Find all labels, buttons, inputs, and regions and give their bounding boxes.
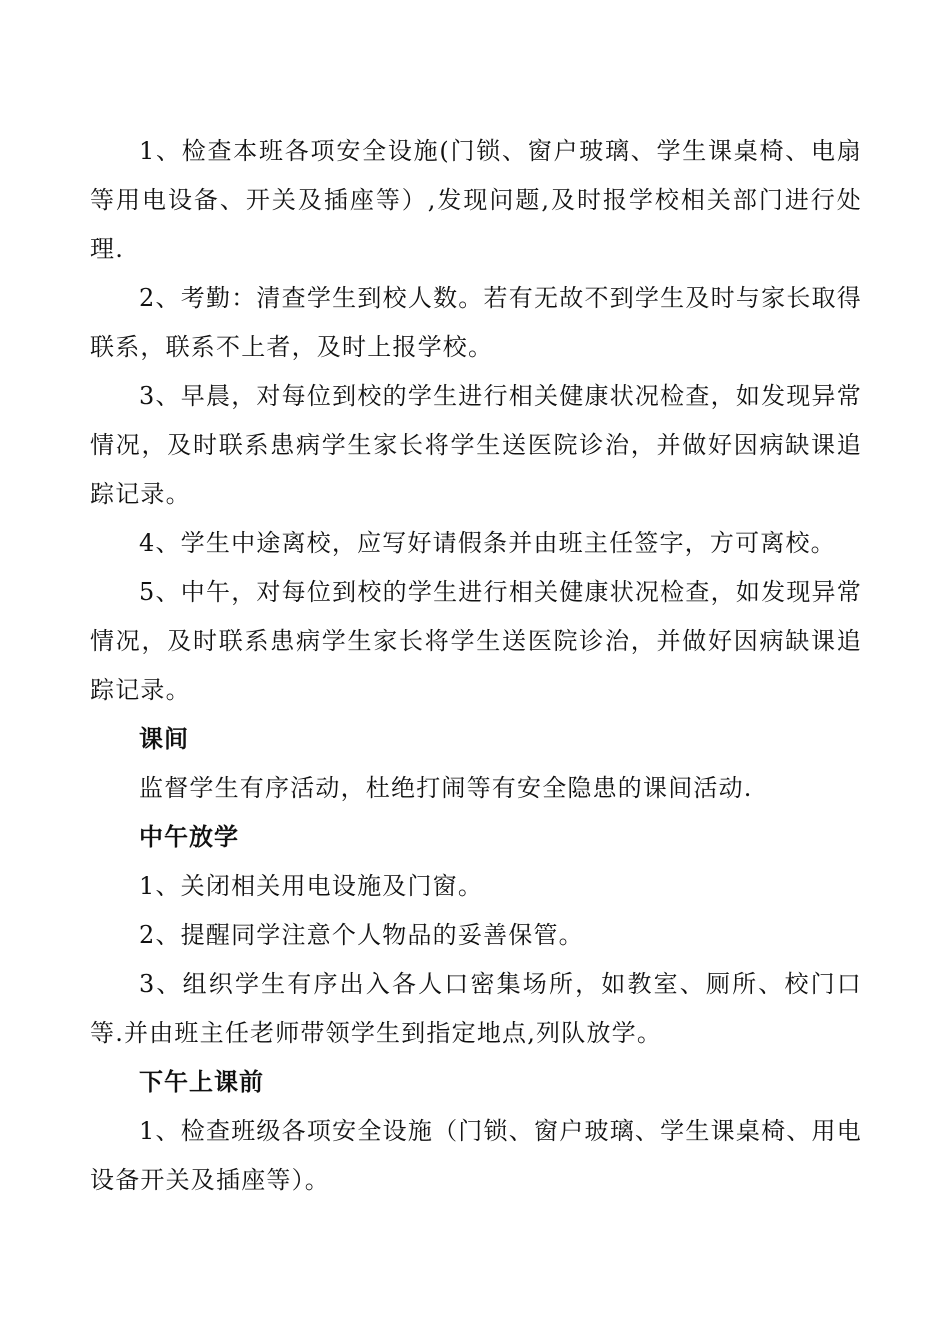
paragraph-2: 2、考勤：清查学生到校人数。若有无故不到学生及时与家长取得联系，联系不上者，及时上报学校。	[90, 284, 862, 361]
paragraph-5: 5、中午，对每位到校的学生进行相关健康状况检查，如发现异常情况，及时联系患病学生家长将学生送医院诊治，并做好因病缺课追踪记录。	[90, 578, 862, 704]
paragraph-3: 3、早晨，对每位到校的学生进行相关健康状况检查，如发现异常情况，及时联系患病学生家长将学生送医院诊治，并做好因病缺课追踪记录。	[90, 382, 862, 508]
heading-noon: 中午放学	[139, 823, 239, 851]
afternoon-item-1: 1、检查班级各项安全设施（门锁、窗户玻璃、学生课桌椅、用电设备开关及插座等）。	[90, 1117, 862, 1194]
break-text: 监督学生有序活动，杜绝打闹等有安全隐患的课间活动.	[139, 774, 753, 802]
heading-afternoon: 下午上课前	[139, 1068, 264, 1096]
heading-break: 课间	[139, 725, 189, 753]
paragraph-1: 1、检查本班各项安全设施(门锁、窗户玻璃、学生课桌椅、电扇等用电设备、开关及插座等）,发现问题,及时报学校相关部门进行处理.	[90, 137, 862, 263]
document-body	[90, 127, 862, 1205]
paragraph-4: 4、学生中途离校，应写好请假条并由班主任签字，方可离校。	[139, 529, 836, 557]
noon-item-3: 3、组织学生有序出入各人口密集场所，如教室、厕所、校门口等.并由班主任老师带领学生到指定地点,列队放学。	[90, 970, 862, 1047]
noon-item-1: 1、关闭相关用电设施及门窗。	[139, 872, 484, 900]
noon-item-2: 2、提醒同学注意个人物品的妥善保管。	[139, 921, 584, 949]
